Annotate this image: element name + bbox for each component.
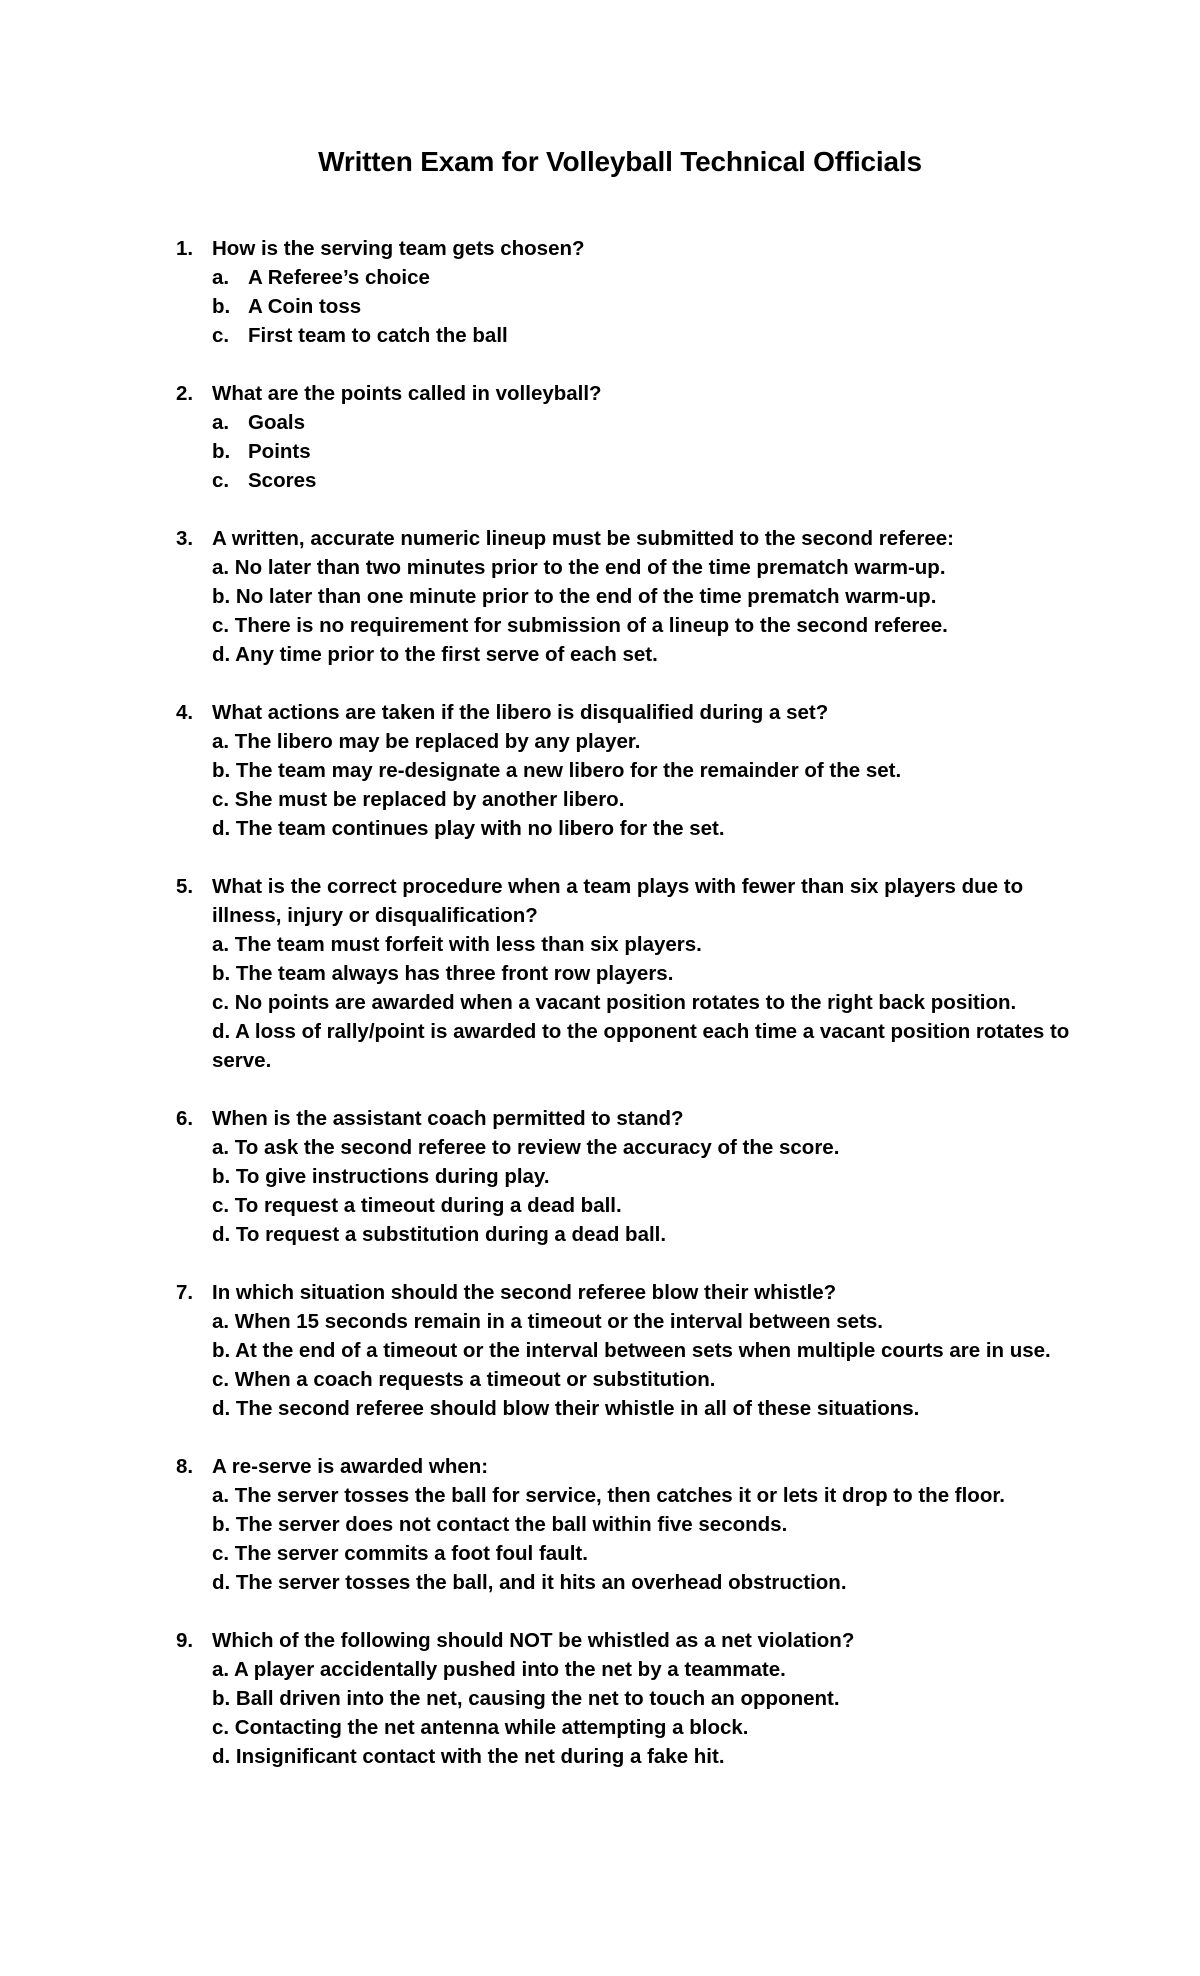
question-text: A written, accurate numeric lineup must be submitted to the second referee: (212, 527, 954, 550)
option-text: Goals (248, 411, 305, 434)
question-number: 7. (176, 1281, 194, 1304)
option-item: d. Any time prior to the first serve of each set. (212, 643, 658, 666)
option-item: b. No later than one minute prior to the end of the time prematch warm-up. (212, 585, 937, 608)
option-letter: a. (212, 411, 230, 434)
question-number: 9. (176, 1629, 194, 1652)
option-item: d. The team continues play with no libero for the set. (212, 817, 725, 840)
question-item (0, 524, 1200, 669)
option-text: Scores (248, 469, 317, 492)
option-letter: a. (212, 266, 230, 289)
option-item: a. To ask the second referee to review the accuracy of the score. (212, 1136, 840, 1159)
option-item: a. When 15 seconds remain in a timeout or the interval between sets. (212, 1310, 883, 1333)
option-text: A Referee’s choice (248, 266, 430, 289)
option-letter: c. (212, 469, 230, 492)
question-text: A re-serve is awarded when: (212, 1455, 489, 1478)
option-item: a. No later than two minutes prior to the end of the time prematch warm-up. (212, 556, 946, 579)
question-item (0, 234, 1200, 350)
option-item: c. She must be replaced by another libero. (212, 788, 625, 811)
question-number: 3. (176, 527, 194, 550)
question-item (0, 379, 1200, 495)
question-text: When is the assistant coach permitted to stand? (212, 1107, 684, 1130)
option-item: b. The server does not contact the ball within five seconds. (212, 1513, 788, 1536)
question-text: What are the points called in volleyball? (212, 382, 602, 405)
option-list (212, 1481, 1070, 1597)
option-text: Points (248, 440, 311, 463)
option-item: a. The server tosses the ball for service, then catches it or lets it drop to the floor. (212, 1484, 1005, 1507)
option-item: b. To give instructions during play. (212, 1165, 550, 1188)
option-item: c. To request a timeout during a dead ball. (212, 1194, 622, 1217)
option-item: d. A loss of rally/point is awarded to the opponent each time a vacant position rotates to serve. (212, 1020, 1070, 1072)
option-list (212, 1133, 1070, 1249)
option-item: a. The team must forfeit with less than six players. (212, 933, 702, 956)
option-item: d. The second referee should blow their whistle in all of these situations. (212, 1397, 920, 1420)
option-item: c. The server commits a foot foul fault. (212, 1542, 588, 1565)
option-text: A Coin toss (248, 295, 362, 318)
option-list (212, 930, 1070, 1075)
question-number: 8. (176, 1455, 194, 1478)
option-list (212, 408, 1070, 495)
option-item (212, 437, 1070, 466)
option-list (212, 263, 1070, 350)
option-item: b. The team always has three front row players. (212, 962, 674, 985)
option-item: c. When a coach requests a timeout or substitution. (212, 1368, 716, 1391)
option-list (212, 1307, 1070, 1423)
question-item (0, 1104, 1200, 1249)
question-text: What actions are taken if the libero is disqualified during a set? (212, 701, 829, 724)
option-letter: b. (212, 295, 231, 318)
option-item: d. To request a substitution during a dead ball. (212, 1223, 667, 1246)
option-item: c. Contacting the net antenna while attempting a block. (212, 1716, 749, 1739)
question-number: 4. (176, 701, 194, 724)
option-text: First team to catch the ball (248, 324, 508, 347)
question-item (0, 1452, 1200, 1597)
question-number: 5. (176, 875, 194, 898)
option-item (212, 466, 1070, 495)
question-item (0, 872, 1200, 1075)
option-item (212, 321, 1070, 350)
option-item (212, 292, 1070, 321)
option-item: c. No points are awarded when a vacant position rotates to the right back position. (212, 991, 1017, 1014)
question-number: 2. (176, 382, 194, 405)
option-item (212, 408, 1070, 437)
option-list (212, 553, 1070, 669)
option-item: b. The team may re-designate a new libero for the remainder of the set. (212, 759, 902, 782)
question-text: What is the correct procedure when a team plays with fewer than six players due to illness, injury or disqualification? (212, 875, 1024, 927)
document-title: Written Exam for Volleyball Technical Officials (318, 146, 922, 177)
option-item: b. Ball driven into the net, causing the net to touch an opponent. (212, 1687, 840, 1710)
question-item (0, 698, 1200, 843)
option-letter: c. (212, 324, 230, 347)
option-item: a. A player accidentally pushed into the net by a teammate. (212, 1658, 786, 1681)
question-number: 6. (176, 1107, 194, 1130)
option-item: d. Insignificant contact with the net during a fake hit. (212, 1745, 725, 1768)
question-list (0, 234, 1200, 1800)
question-item (0, 1626, 1200, 1771)
option-list (212, 727, 1070, 843)
question-text: How is the serving team gets chosen? (212, 237, 585, 260)
option-list (212, 1655, 1070, 1771)
option-item: a. The libero may be replaced by any player. (212, 730, 641, 753)
option-item: b. At the end of a timeout or the interval between sets when multiple courts are in use. (212, 1339, 1051, 1362)
question-number: 1. (176, 237, 194, 260)
question-text: Which of the following should NOT be whistled as a net violation? (212, 1629, 855, 1652)
question-text: In which situation should the second referee blow their whistle? (212, 1281, 837, 1304)
option-item: d. The server tosses the ball, and it hits an overhead obstruction. (212, 1571, 847, 1594)
option-item: c. There is no requirement for submission of a lineup to the second referee. (212, 614, 948, 637)
question-item (0, 1278, 1200, 1423)
option-letter: b. (212, 440, 231, 463)
option-item (212, 263, 1070, 292)
